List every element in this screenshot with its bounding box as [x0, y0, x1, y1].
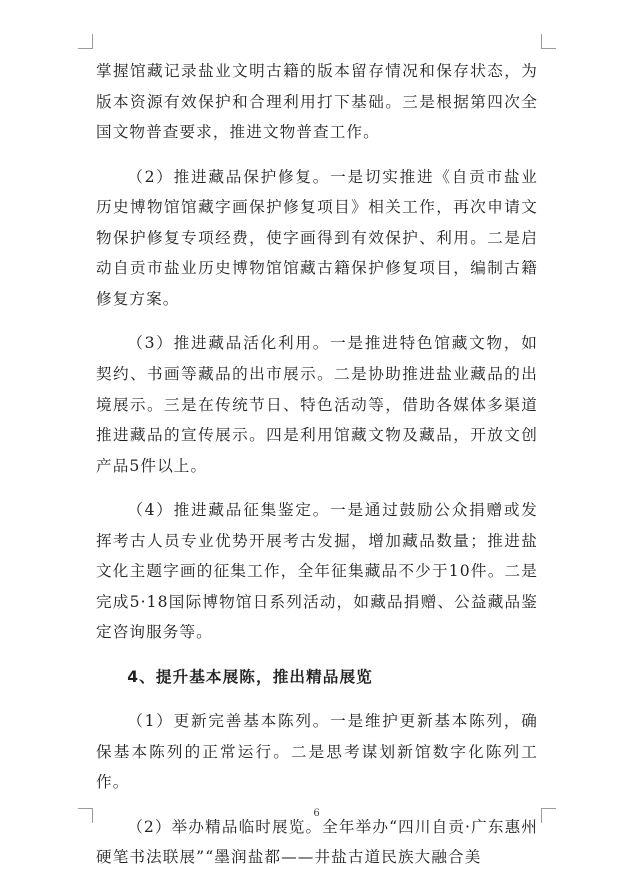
crop-mark-top-left: [78, 34, 93, 49]
document-body: [96, 56, 538, 887]
crop-mark-top-right: [541, 34, 556, 49]
page-number: 6: [313, 808, 320, 819]
paragraph-collection-acquisition: （4）推进藏品征集鉴定。一是通过鼓励公众捐赠或发挥考古人员专业优势开展考古发掘，增加藏品数量；推进盐文化主题字画的征集工作，全年征集藏品不少于10件。二是完成5·18国际博物馆日系列活动，如藏品捐赠、公益藏品鉴定咨询服务等。: [96, 501, 538, 642]
paragraph-temporary-exhibition: （2）举办精品临时展览。全年举办“四川自贡·广东惠州硬笔书法联展”“墨润盐都——井盐古道民族大融合美: [96, 817, 538, 867]
section-heading: 4、提升基本展陈，推出精品展览: [127, 667, 373, 686]
paragraph-basic-exhibition: （1）更新完善基本陈列。一是维护更新基本陈列，确保基本陈列的正常运行。二是思考谋划新馆数字化陈列工作。: [96, 712, 538, 792]
paragraph-collection-utilization: （3）推进藏品活化利用。一是推进特色馆藏文物，如契约、书画等藏品的出市展示。二是协助推进盐业藏品的出境展示。三是在传统节日、特色活动等，借助各媒体多渠道推进藏品的宣传展示。四是利用馆藏文物及藏品，开放文创产品5件以上。: [96, 334, 538, 475]
paragraph-collection-restoration: （2）推进藏品保护修复。一是切实推进《自贡市盐业历史博物馆馆藏字画保护修复项目》相关工作，再次申请文物保护修复专项经费，使字画得到有效保护、利用。二是启动自贡市盐业历史博物馆馆藏古籍保护修复项目，编制古籍修复方案。: [96, 167, 538, 308]
paragraph-continuation: 掌握馆藏记录盐业文明古籍的版本留存情况和保存状态，为版本资源有效保护和合理利用打下基础。三是根据第四次全国文物普查要求，推进文物普查工作。: [96, 62, 538, 142]
